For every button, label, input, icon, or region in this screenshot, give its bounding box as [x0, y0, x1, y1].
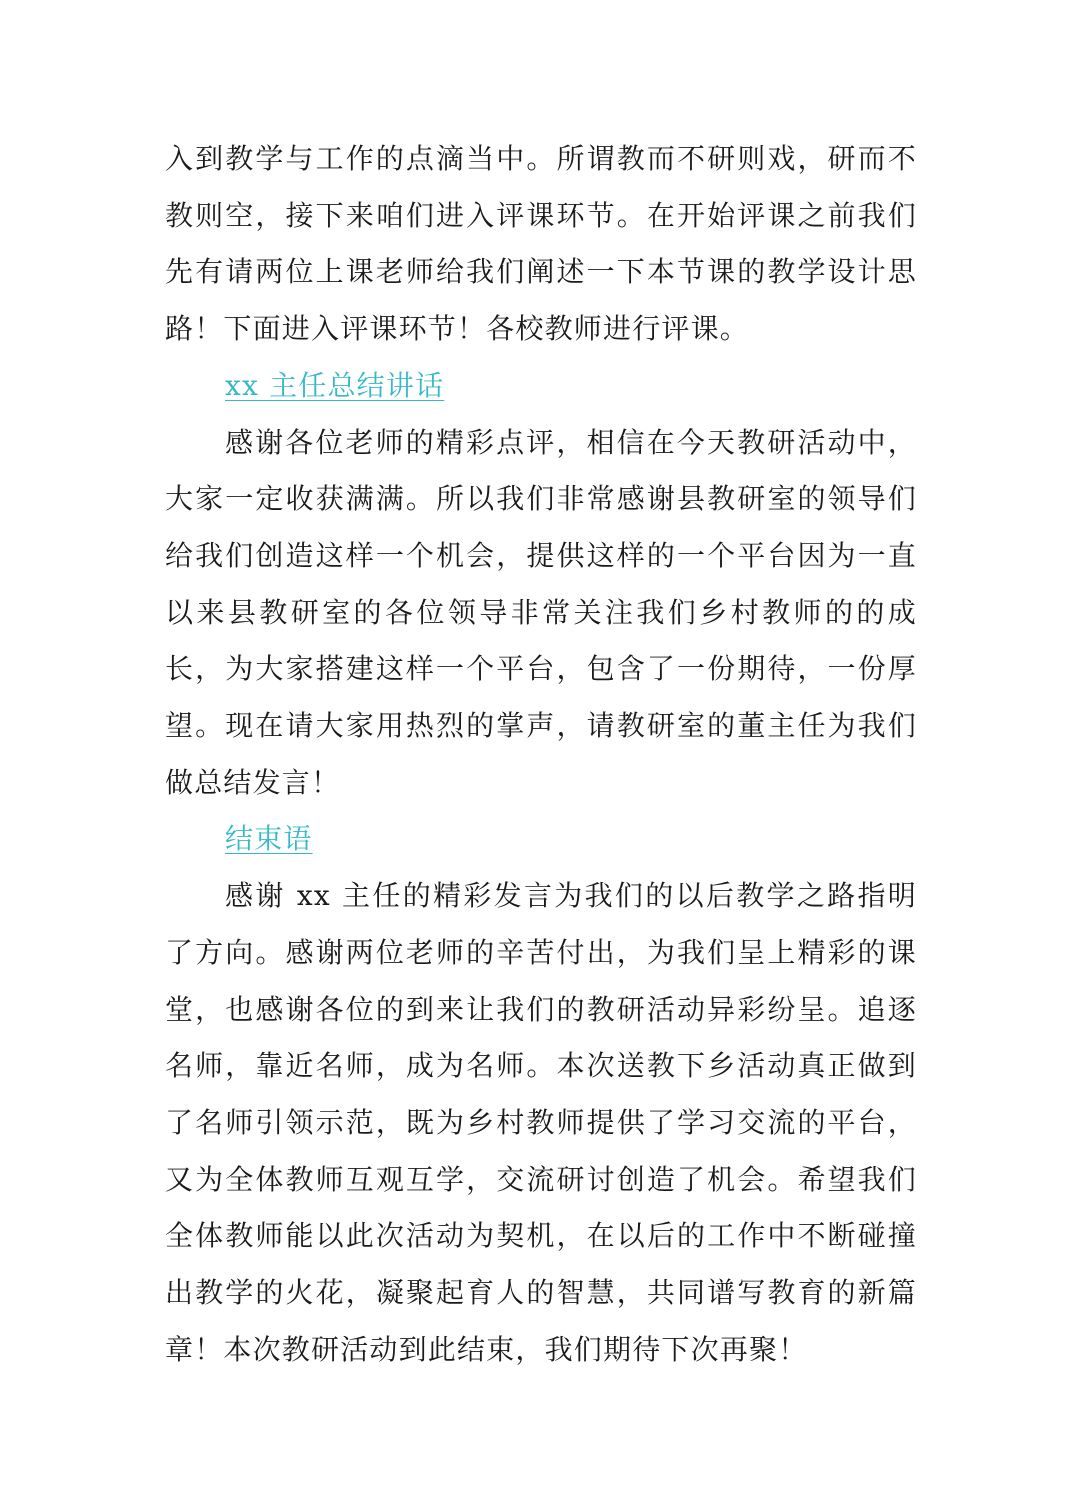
paragraph-closing: 感谢 xx 主任的精彩发言为我们的以后教学之路指明了方向。感谢两位老师的辛苦付出，为我们呈上精彩的课堂，也感谢各位的到来让我们的教研活动异彩纷呈。追逐名师，靠近名师，成为名师。本次送教下乡活动真正做到了名师引领示范，既为乡村教师提供了学习交流的平台，又为全体教师互观互学，交流研讨创造了机会。希望我们全体教师能以此次活动为契机，在以后的工作中不断碰撞出教学的火花，凝聚起育人的智慧，共同谱写教育的新篇章！本次教研活动到此结束，我们期待下次再聚！	[165, 879, 917, 1366]
paragraph-thanks-teachers: 感谢各位老师的精彩点评，相信在今天教研活动中，大家一定收获满满。所以我们非常感谢县教研室的领导们给我们创造这样一个机会，提供这样的一个平台因为一直以来县教研室的各位领导非常关注我们乡村教师的的成长，为大家搭建这样一个平台，包含了一份期待，一份厚望。现在请大家用热烈的掌声，请教研室的董主任为我们做总结发言！	[165, 425, 917, 799]
heading-closing-remarks[interactable]: 结束语	[225, 822, 313, 856]
heading-director-summary[interactable]: xx 主任总结讲话	[225, 368, 445, 402]
document-page	[165, 131, 917, 1378]
paragraph-evaluation-intro: 入到教学与工作的点滴当中。所谓教而不研则戏，研而不教则空，接下来咱们进入评课环节。在开始评课之前我们先有请两位上课老师给我们阐述一下本节课的教学设计思路！下面进入评课环节！各校教师进行评课。	[165, 142, 917, 346]
